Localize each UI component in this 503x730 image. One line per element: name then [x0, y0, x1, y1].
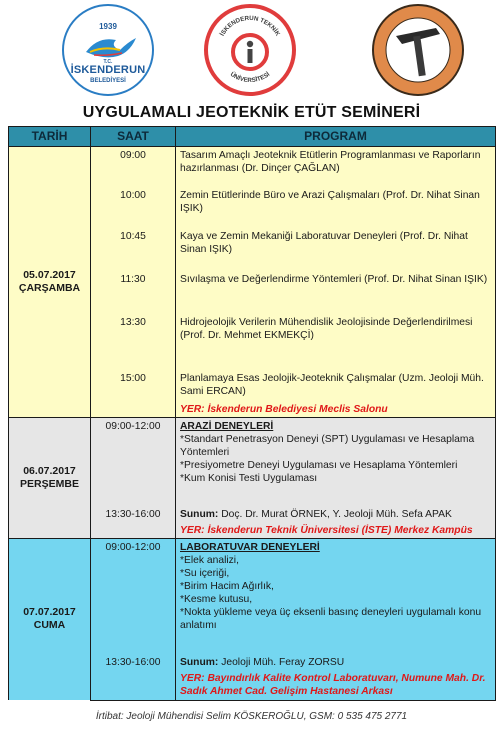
header-date: TARİH — [9, 127, 91, 147]
seminar-title: UYGULAMALI JEOTEKNİK ETÜT SEMİNERİ — [82, 104, 421, 121]
session-time: 11:30 — [91, 271, 176, 314]
session-text: Kaya ve Zemin Mekaniği Laboratuvar Deneyleri (Prof. Dr. Nihat Sinan IŞIK) — [176, 228, 496, 271]
day3-weekday: CUMA — [33, 619, 66, 632]
session-text: Sıvılaşma ve Değerlendirme Yöntemleri (Prof. Dr. Nihat Sinan IŞIK) — [176, 271, 496, 314]
day2-heading: ARAZİ DENEYLERİ — [180, 421, 274, 432]
header-time: SAAT — [91, 127, 176, 147]
list-item: *Su içeriği, — [180, 567, 230, 579]
rock-hammer-icon — [374, 6, 462, 94]
header-program: PROGRAM — [176, 127, 496, 147]
iskenderun-technical-university-logo — [204, 4, 296, 96]
session-time: 10:00 — [91, 187, 176, 228]
list-item: *Elek analizi, — [180, 554, 239, 566]
session-text: Tasarım Amaçlı Jeoteknik Etütlerin Programlanması ve Raporların hazırlanması (Dr. Dinçer ÇAĞLAN) — [176, 147, 496, 187]
day2-venue: YER: İskenderun Teknik Üniversitesi (İSTE) Merkez Kampüs — [180, 524, 473, 536]
day2-date: 06.07.2017 — [23, 464, 76, 477]
day2-field-tests — [176, 418, 496, 506]
svg-text:İSKENDERUN TEKNİK: İSKENDERUN TEKNİK — [218, 14, 282, 38]
table-row — [9, 147, 496, 187]
seminar-schedule-table — [8, 126, 496, 701]
day1-date-cell — [9, 147, 91, 418]
svg-text:ÜNİVERSİTESİ: ÜNİVERSİTESİ — [228, 70, 272, 85]
session-text: Planlamaya Esas Jeolojik-Jeoteknik Çalışmalar (Uzm. Jeoloji Müh. Sami ERCAN) — [176, 370, 496, 401]
day3-heading: LABORATUVAR DENEYLERİ — [180, 541, 320, 553]
session-time: 09:00 — [91, 147, 176, 187]
day3-lab-tests — [176, 538, 496, 654]
day2-weekday: PERŞEMBE — [20, 477, 79, 490]
empty-time-cell — [91, 401, 176, 418]
session-time: 13:30-16:00 — [91, 654, 176, 670]
logo-year: 1939 — [99, 22, 117, 31]
session-text: Zemin Etütlerinde Büro ve Arazi Çalışmaları (Prof. Dr. Nihat Sinan IŞIK) — [176, 187, 496, 228]
presenter-label: Sunum: — [180, 508, 219, 520]
list-item: *Kesme kutusu, — [180, 593, 253, 605]
contact-footer: İrtibat: Jeoloji Mühendisi Selim KÖSKEROĞLU, GSM: 0 535 475 2771 — [95, 711, 408, 722]
session-time: 15:00 — [91, 370, 176, 401]
day1-venue: YER: İskenderun Belediyesi Meclis Salonu — [180, 403, 388, 415]
session-time: 10:45 — [91, 228, 176, 271]
day3-date: 07.07.2017 — [23, 606, 76, 619]
day2-presenter-line — [176, 506, 496, 522]
iskenderun-municipality-logo — [62, 4, 154, 96]
presenter-label: Sunum: — [180, 657, 219, 668]
list-item: *Birim Hacim Ağırlık, — [180, 580, 274, 592]
empty-time-cell — [91, 670, 176, 700]
session-text: Hidrojeolojik Verilerin Mühendislik Jeolojisinde Değerlendirilmesi (Prof. Dr. Mehmet EKMEKÇİ) — [176, 314, 496, 370]
logo-name: İSKENDERUN — [70, 64, 146, 76]
day1-date: 05.07.2017 — [23, 269, 76, 281]
session-time: 09:00-12:00 — [91, 418, 176, 506]
session-time: 13:30 — [91, 314, 176, 370]
university-emblem-icon — [208, 8, 292, 92]
logo-subtitle: BELEDİYESİ — [90, 78, 126, 84]
geology-chamber-logo — [372, 4, 464, 96]
table-header-row — [9, 127, 496, 147]
day3-venue: YER: Bayındırlık Kalite Kontrol Laboratuvarı, Numune Mah. Dr. Sadık Ahmet Cad. Gelişim Hastanesi Arkası — [180, 673, 486, 697]
day3-presenter: Jeoloji Müh. Feray ZORSU — [221, 657, 345, 668]
day2-presenter: Doç. Dr. Murat ÖRNEK, Y. Jeoloji Müh. Sefa APAK — [221, 508, 452, 520]
logo-tc: T.C. — [103, 59, 113, 65]
list-item: *Presiyometre Deneyi Uygulaması ve Hesaplama Yöntemleri — [180, 460, 458, 471]
session-time: 13:30-16:00 — [91, 506, 176, 522]
session-time: 09:00-12:00 — [91, 538, 176, 654]
logo-bar — [0, 0, 503, 96]
empty-time-cell — [91, 522, 176, 539]
day2-date-cell — [9, 418, 91, 539]
table-row — [9, 418, 496, 506]
day1-weekday: ÇARŞAMBA — [18, 282, 81, 294]
list-item: *Standart Penetrasyon Deneyi (SPT) Uygulaması ve Hesaplama Yöntemleri — [180, 434, 475, 458]
day3-presenter-line — [176, 654, 496, 670]
day3-date-cell — [9, 538, 91, 700]
table-row — [9, 538, 496, 654]
list-item: *Kum Konisi Testi Uygulaması — [180, 473, 318, 484]
list-item: *Nokta yükleme veya üç eksenli basınç deneyleri uygulamalı konu anlatımı — [180, 606, 482, 631]
